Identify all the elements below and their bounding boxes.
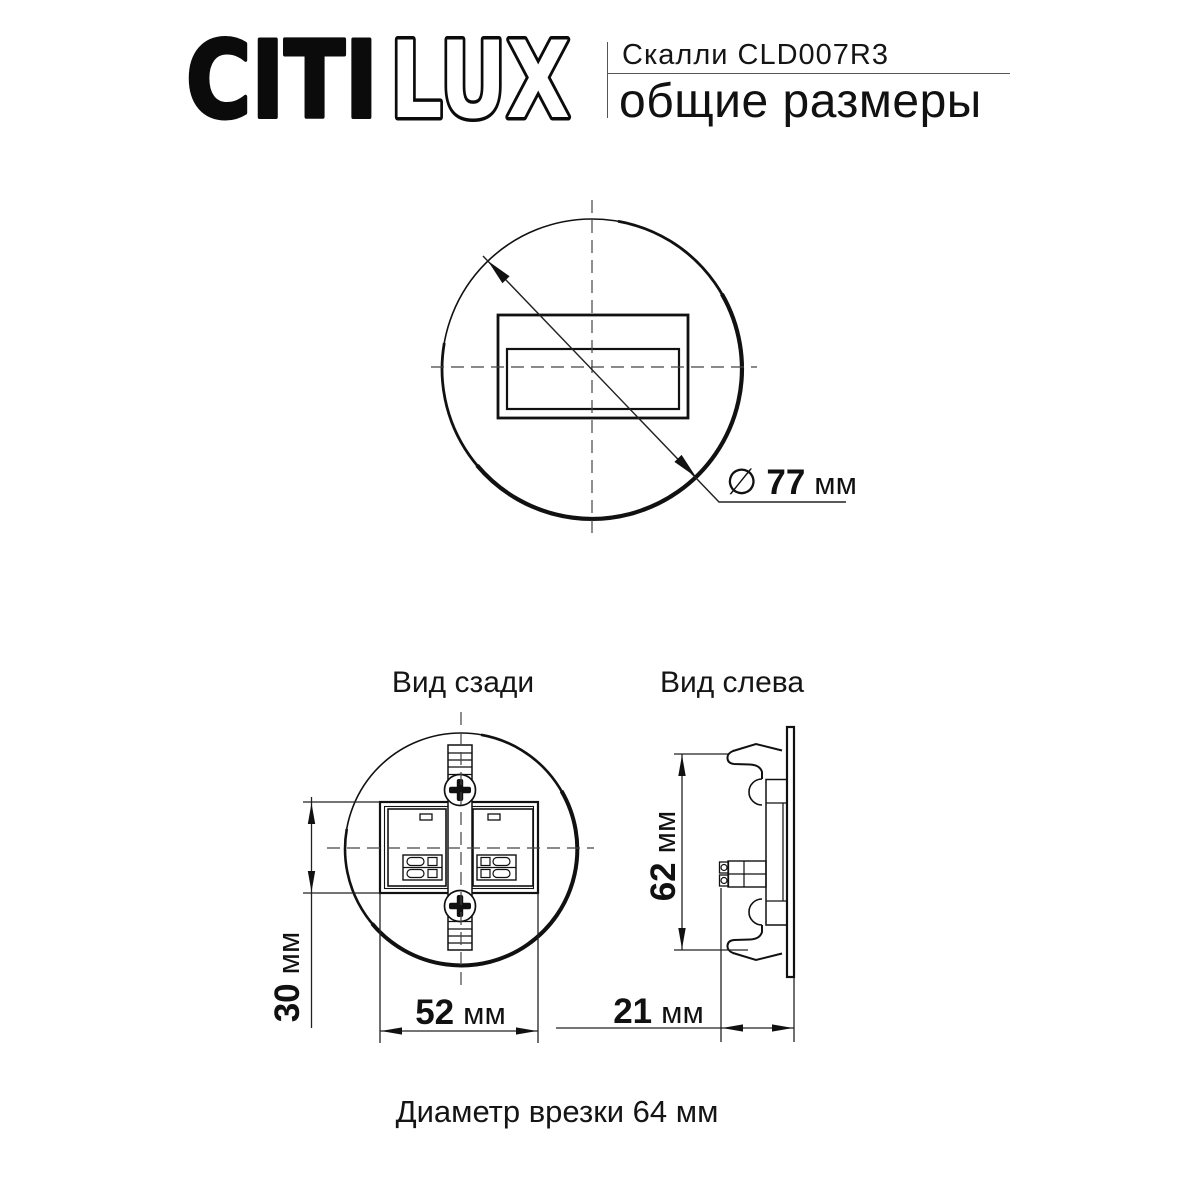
width-52-label	[388, 993, 533, 1033]
depth-21-unit: мм	[661, 995, 704, 1030]
dim30-arrow-down	[308, 871, 315, 892]
left-body	[766, 780, 787, 926]
terminal-block-side	[720, 861, 767, 887]
header-vertical-divider	[607, 42, 608, 118]
dim21-arrow-right	[772, 1024, 793, 1031]
front-window-inner	[507, 349, 679, 409]
rear-slot-right	[488, 814, 500, 820]
screw-bottom-cross-v	[457, 895, 463, 917]
diameter-value: 77	[766, 463, 806, 502]
dim62-arrow-up	[678, 755, 685, 776]
height-30-label	[268, 912, 308, 1042]
logo-outline-text: LUX	[390, 19, 570, 142]
diameter-unit: мм	[814, 466, 857, 501]
terminal-block-rear-left	[403, 855, 442, 880]
rear-slot-left	[420, 814, 432, 820]
spring-coil-bottom	[749, 899, 762, 925]
depth-21-value: 21	[613, 992, 653, 1031]
screw-top	[445, 775, 476, 806]
dim62-arrow-down	[678, 928, 685, 949]
product-model: Скалли CLD007R3	[622, 39, 889, 71]
height-62-label	[644, 791, 684, 921]
dim30-arrow-up	[308, 803, 315, 824]
width-52-value: 52	[415, 993, 455, 1032]
height-62-unit: мм	[647, 810, 682, 854]
height-30-unit: мм	[271, 931, 306, 975]
rear-view-title: Вид сзади	[391, 666, 535, 699]
spring-clip-bottom	[727, 925, 782, 960]
height-62-value: 62	[644, 862, 683, 902]
depth-21-label	[586, 992, 731, 1032]
faceplate-edge	[787, 727, 794, 977]
rear-panel-right	[473, 809, 533, 886]
rear-dim-30-lines	[303, 797, 380, 1028]
cutout-diameter-note: Диаметр врезки 64 мм	[395, 1094, 719, 1129]
height-30-value: 30	[268, 983, 307, 1023]
screw-bottom	[445, 891, 476, 922]
left-view-title: Вид слева	[659, 666, 805, 699]
terminal-block-rear-right	[477, 855, 516, 880]
citilux-logo	[186, 19, 570, 142]
width-52-unit: мм	[463, 996, 506, 1031]
logo-solid-text: CITI	[186, 19, 378, 142]
spring-coil-top	[749, 779, 762, 805]
spring-clip-top	[727, 744, 782, 779]
diameter-77-label	[726, 462, 857, 503]
left-dim-62-lines	[674, 754, 748, 950]
sheet-title: общие размеры	[619, 75, 982, 128]
screw-top-cross-v	[457, 779, 463, 801]
diameter-symbol: ∅	[726, 462, 758, 503]
